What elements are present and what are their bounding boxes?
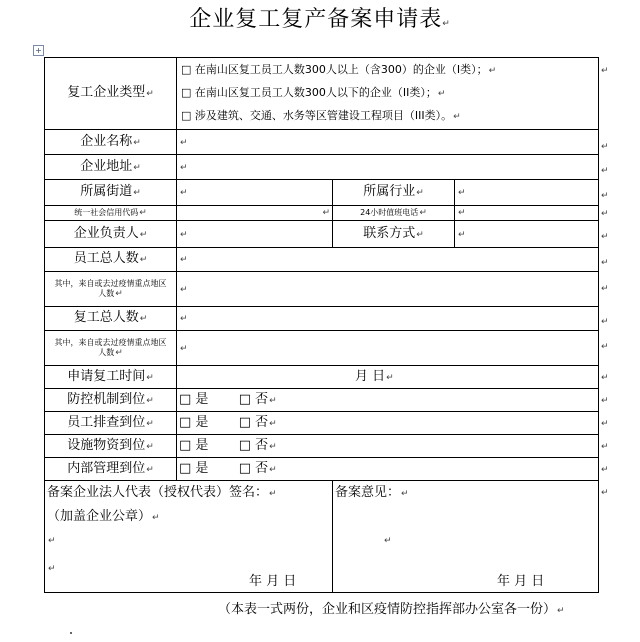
- company-type-label: 复工企业类型↵: [45, 58, 177, 130]
- hotline-label: 24小时值班电话↵: [333, 206, 455, 221]
- total-staff-epidemic-field[interactable]: ↵: [177, 272, 599, 307]
- credit-code-field[interactable]: ↵: [177, 206, 333, 221]
- row-end-mark: ↵: [601, 284, 609, 294]
- opinion-line-mark: ↵: [384, 536, 392, 546]
- company-type-option-3[interactable]: □ 涉及建筑、交通、水务等区管建设工程项目（III类）。↵: [181, 109, 461, 122]
- internal-mgmt-label: 内部管理到位↵: [45, 458, 177, 481]
- total-staff-epidemic-label: 其中，来自或去过疫情重点地区人数↵: [45, 272, 177, 307]
- internal-mgmt-yes-checkbox[interactable]: □ 是: [179, 460, 209, 476]
- opinion-cell[interactable]: [333, 481, 599, 593]
- hotline-field[interactable]: ↵: [455, 206, 599, 221]
- opinion-date: 年 月 日: [497, 574, 545, 589]
- company-type-options: [177, 58, 599, 130]
- credit-code-label: 统一社会信用代码↵: [45, 206, 177, 221]
- row-end-mark: ↵: [601, 209, 609, 219]
- row-end-mark: ↵: [601, 442, 609, 452]
- prevention-no-checkbox[interactable]: □ 否: [238, 391, 269, 407]
- total-staff-row: [45, 248, 599, 272]
- returning-total-row: [45, 307, 599, 331]
- company-type-option-1[interactable]: □ 在南山区复工员工人数300人以上（含300）的企业（I类）；↵: [181, 63, 497, 76]
- total-staff-epidemic-row: [45, 272, 599, 307]
- row-end-mark: ↵: [601, 191, 609, 201]
- row-end-mark: ↵: [601, 396, 609, 406]
- signature-date: 年 月 日: [249, 574, 297, 589]
- prevention-yes-checkbox[interactable]: □ 是: [179, 391, 209, 407]
- signature-cell[interactable]: [45, 481, 333, 593]
- row-end-mark: ↵: [601, 66, 609, 76]
- apply-time-field[interactable]: 月 日↵: [177, 366, 599, 389]
- internal-mgmt-row: [45, 458, 599, 481]
- row-end-mark: ↵: [601, 488, 609, 498]
- row-end-mark: ↵: [601, 342, 609, 352]
- contact-field[interactable]: ↵: [455, 221, 599, 248]
- company-address-label: 企业地址↵: [45, 155, 177, 180]
- company-name-field[interactable]: ↵: [177, 130, 599, 155]
- apply-time-row: [45, 366, 599, 389]
- company-address-row: [45, 155, 599, 180]
- staff-check-label: 员工排查到位↵: [45, 412, 177, 435]
- staff-check-yes-checkbox[interactable]: □ 是: [179, 414, 209, 430]
- prevention-label: 防控机制到位↵: [45, 389, 177, 412]
- company-address-field[interactable]: ↵: [177, 155, 599, 180]
- supplies-no-checkbox[interactable]: □ 否: [238, 437, 269, 453]
- internal-mgmt-no-checkbox[interactable]: □ 否: [238, 460, 269, 476]
- row-end-mark: ↵: [601, 465, 609, 475]
- company-name-label: 企业名称↵: [45, 130, 177, 155]
- staff-check-no-checkbox[interactable]: □ 否: [238, 414, 269, 430]
- street-label: 所属街道↵: [45, 180, 177, 206]
- prevention-row: [45, 389, 599, 412]
- opinion-label: 备案意见：↵: [335, 485, 409, 500]
- industry-field[interactable]: ↵: [455, 180, 599, 206]
- company-name-row: [45, 130, 599, 155]
- representative-signature-label: 备案企业法人代表（授权代表）签名：↵: [47, 485, 277, 500]
- industry-label: 所属行业↵: [333, 180, 455, 206]
- staff-check-options: □ 是 □ 否↵: [177, 412, 599, 435]
- form-footnote: （本表一式两份，企业和区疫情防控指挥部办公室各一份）↵: [218, 602, 565, 617]
- supplies-row: [45, 435, 599, 458]
- supplies-options: □ 是 □ 否↵: [177, 435, 599, 458]
- street-field[interactable]: ↵: [177, 180, 333, 206]
- row-end-mark: ↵: [601, 419, 609, 429]
- row-end-mark: ↵: [601, 373, 609, 383]
- company-type-row: [45, 58, 599, 130]
- prevention-options: □ 是 □ 否↵: [177, 389, 599, 412]
- application-form-table: [44, 57, 599, 593]
- person-in-charge-label: 企业负责人↵: [45, 221, 177, 248]
- returning-epidemic-field[interactable]: ↵: [177, 331, 599, 366]
- signature-line-mark: ↵: [48, 536, 56, 546]
- row-end-mark: ↵: [601, 232, 609, 242]
- paragraph-dot: [70, 632, 72, 634]
- person-in-charge-field[interactable]: ↵: [177, 221, 333, 248]
- supplies-label: 设施物资到位↵: [45, 435, 177, 458]
- apply-time-label: 申请复工时间↵: [45, 366, 177, 389]
- signature-line-mark: ↵: [48, 564, 56, 574]
- row-end-mark: ↵: [601, 258, 609, 268]
- returning-total-field[interactable]: ↵: [177, 307, 599, 331]
- internal-mgmt-options: □ 是 □ 否↵: [177, 458, 599, 481]
- signature-row: [45, 481, 599, 593]
- total-staff-field[interactable]: ↵: [177, 248, 599, 272]
- person-contact-row: [45, 221, 599, 248]
- street-industry-row: [45, 180, 599, 206]
- staff-check-row: [45, 412, 599, 435]
- returning-epidemic-label: 其中，来自或去过疫情重点地区人数↵: [45, 331, 177, 366]
- total-staff-label: 员工总人数↵: [45, 248, 177, 272]
- returning-epidemic-row: [45, 331, 599, 366]
- contact-label: 联系方式↵: [333, 221, 455, 248]
- returning-total-label: 复工总人数↵: [45, 307, 177, 331]
- company-seal-label: （加盖企业公章）↵: [47, 509, 160, 524]
- row-end-mark: ↵: [601, 317, 609, 327]
- row-end-mark: ↵: [601, 142, 609, 152]
- credit-hotline-row: [45, 206, 599, 221]
- form-title: 企业复工复产备案申请表↵: [189, 7, 451, 32]
- supplies-yes-checkbox[interactable]: □ 是: [179, 437, 209, 453]
- row-end-mark: ↵: [601, 166, 609, 176]
- company-type-option-2[interactable]: □ 在南山区复工员工人数300人以下的企业（II类）；↵: [181, 86, 446, 99]
- move-handle-icon[interactable]: +: [33, 45, 44, 56]
